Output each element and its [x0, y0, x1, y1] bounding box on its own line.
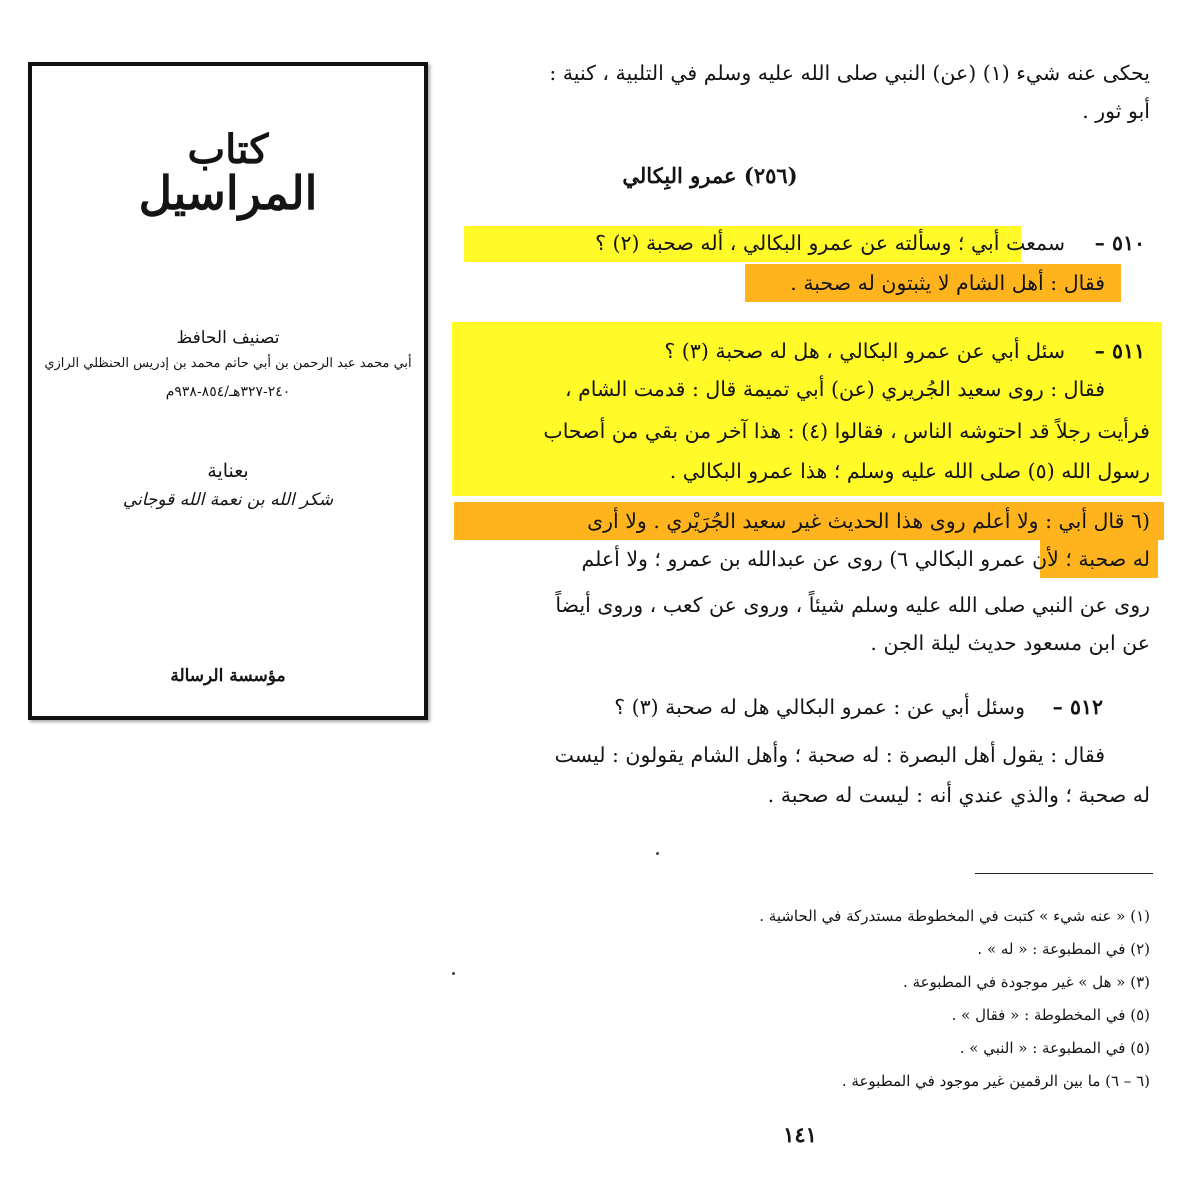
entry-510-line-2: فقال : أهل الشام لا يثبتون له صحبة .: [790, 271, 1105, 295]
entry-511-line-1: سئل أبي عن عمرو البكالي ، هل له صحبة (٣) ؟: [664, 339, 1065, 363]
scan-speck: [656, 852, 659, 855]
footnote-5: (٥) في المطبوعة : « النبي » .: [959, 1039, 1150, 1057]
cover-kitab-word: كتاب: [187, 126, 269, 173]
footnote-2: (٢) في المطبوعة : « له » .: [977, 940, 1150, 958]
entry-511-line-2: فقال : روى سعيد الجُريري (عن) أبي تميمة قال : قدمت الشام ،: [564, 377, 1105, 401]
entry-512-line-2: فقال : يقول أهل البصرة : له صحبة ؛ وأهل الشام يقولون : ليست: [554, 743, 1105, 767]
cover-compiled-by: تصنيف الحافظ: [176, 328, 280, 348]
entry-511-line-5: (٦ قال أبي : ولا أعلم روى هذا الحديث غير سعيد الجُرَيْري . ولا أرى: [587, 509, 1150, 533]
entry-510-number: ٥١٠ –: [1094, 231, 1145, 255]
entry-511-line-4: رسول الله (٥) صلى الله عليه وسلم ؛ هذا عمرو البكالي .: [669, 459, 1150, 483]
intro-line-1: يحكى عنه شيء (١) (عن) النبي صلى الله عليه وسلم في التلبية ، كنية :: [549, 61, 1150, 85]
cover-author: أبي محمد عبد الرحمن بن أبي حاتم محمد بن إدريس الحنظلي الرازي: [44, 356, 412, 371]
footnote-6: (٦ – ٦) ما بين الرقمين غير موجود في المطبوعة .: [841, 1072, 1150, 1090]
cover-title: المراسيل: [138, 166, 318, 220]
footnote-separator: [975, 873, 1153, 874]
entry-511-line-3: فرأيت رجلاً قد احتوشه الناس ، فقالوا (٤) : هذا آخر من بقي من أصحاب: [543, 419, 1150, 443]
entry-511-line-7: روى عن النبي صلى الله عليه وسلم شيئاً ، وروى عن كعب ، وروى أيضاً: [555, 593, 1150, 617]
book-cover: [28, 62, 428, 720]
footnote-1: (١) « عنه شيء » كتبت في المخطوطة مستدركة في الحاشية .: [759, 907, 1150, 925]
intro-line-2: أبو ثور .: [1082, 99, 1150, 123]
footnote-4: (٥) في المخطوطة : « فقال » .: [951, 1006, 1150, 1024]
entry-512-line-1: وسئل أبي عن : عمرو البكالي هل له صحبة (٣) ؟: [614, 695, 1025, 719]
scan-speck: [452, 972, 455, 975]
page-number: ١٤١: [783, 1122, 817, 1147]
footnote-3: (٣) « هل » غير موجودة في المطبوعة .: [903, 973, 1150, 991]
entry-511-line-8: عن ابن مسعود حديث ليلة الجن .: [870, 631, 1150, 655]
entry-510-line-1: سمعت أبي ؛ وسألته عن عمرو البكالي ، أله صحبة (٢) ؟: [595, 231, 1065, 255]
cover-editor: شكر الله بن نعمة الله قوجاني: [122, 490, 334, 510]
entry-512-number: ٥١٢ –: [1052, 695, 1103, 719]
entry-512-line-3: له صحبة ؛ والذي عندي أنه : ليست له صحبة .: [767, 783, 1150, 807]
section-heading: (٢٥٦) عمرو البِكالي: [622, 163, 798, 188]
entry-511-line-6: له صحبة ؛ لأن عمرو البكالي ٦) روى عن عبدالله بن عمرو ؛ ولا أعلم: [581, 547, 1150, 571]
entry-511-number: ٥١١ –: [1094, 339, 1145, 363]
cover-care-of: بعناية: [207, 460, 249, 482]
cover-dates: ٢٤٠-٣٢٧هـ/٨٥٤-٩٣٨م: [165, 384, 291, 400]
cover-publisher: مؤسسة الرسالة: [170, 666, 286, 686]
